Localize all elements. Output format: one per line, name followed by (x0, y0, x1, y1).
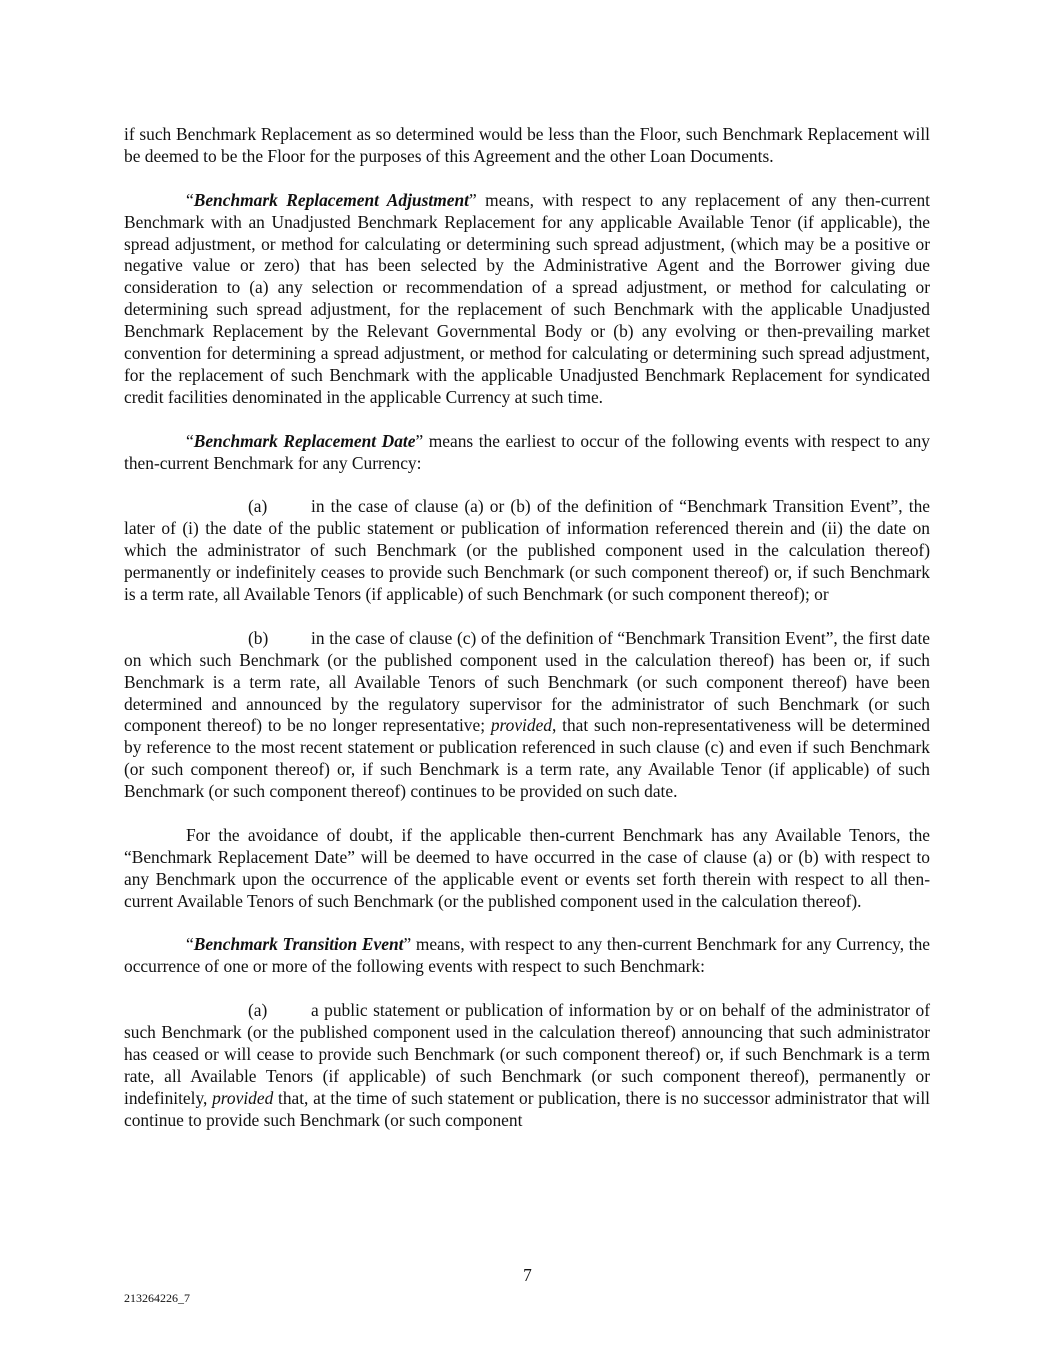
replacement-date-clause-b (124, 628, 930, 803)
clause-label: (a) (248, 496, 268, 517)
replacement-date-clause-a (124, 496, 930, 606)
definition-text: means, with respect to any replacement of any then-current Benchmark with an Unadjusted Benchmark Replacement for any applicable Available Tenor (if applicable), the spread adjustment, or method for calculating or determining such spread adjustment, (which may be a positive or negative value or zero) that has been selected by the Administrative Agent and the Borrower giving due consideration to (a) any selection or recommendation of a spread adjustment, or method for calculating or determining such spread adjustment, for the replacement of such Benchmark with the applicable Unadjusted Benchmark Replacement by the Relevant Governmental Body or (b) any evolving or then-prevailing market convention for determining a spread adjustment, or method for calculating or determining such spread adjustment, for the replacement of such Benchmark with the applicable Unadjusted Benchmark Replacement for syndicated credit facilities denominated in the applicable Currency at such time. (124, 189, 930, 407)
defined-term: Benchmark Transition Event (193, 934, 404, 955)
definition-text: means the earliest to occur of the following events with respect to any then-current Benchmark for any Currency: (124, 430, 931, 473)
open-quote: “ (186, 189, 194, 210)
open-quote: “ (186, 934, 194, 955)
clause-text-continued: that, at the time of such statement or publication, there is no successor administrator that will continue to provide such Benchmark (or such component (124, 1087, 930, 1130)
italic-provided: provided (490, 715, 553, 736)
clause-text: in the case of clause (a) or (b) of the definition of “Benchmark Transition Event”, the later of (i) the date of the public statement or publication of information referenced therein and (ii) the date on which the administrator of such Benchmark (or the published component used in the calculation thereof) permanently or indefinitely ceases to provide such Benchmark (or such component thereof) or, if such Benchmark is a term rate, all Available Tenors (if applicable) of such Benchmark (or such component thereof); or (124, 496, 930, 604)
defined-term: Benchmark Replacement Date (193, 430, 416, 451)
defined-term: Benchmark Replacement Adjustment (193, 189, 469, 210)
page-number: 7 (523, 1265, 532, 1285)
open-quote: “ (186, 430, 194, 451)
clause-text: in the case of clause (c) of the definition of “Benchmark Transition Event”, the first date on which such Benchmark (or the published component used in the calculation thereof) has been or, if such Benchmark is a term rate, all Available Tenors of such Benchmark (or such component thereof) have been determined and announced by the regulatory supervisor for the administrator of such Benchmark (or such component thereof) to be no longer representative; (124, 627, 930, 736)
definition-benchmark-replacement-adjustment (124, 190, 930, 409)
close-quote: ” (415, 430, 424, 451)
definition-text: means, with respect to any then-current Benchmark for any Currency, the occurrence of one or more of the following events with respect to such Benchmark: (124, 934, 931, 977)
close-quote: ” (468, 189, 477, 210)
clause-text: a public statement or publication of information by or on behalf of the administrator of such Benchmark (or the published component used in the calculation thereof) announcing that such administrator has ceased or will cease to provide such Benchmark (or such component thereof) or, if such Benchmark is a term rate, all Available Tenors (if applicable) of such Benchmark (or such component thereof), permanently or indefinitely, (124, 1000, 930, 1108)
document-body (124, 124, 930, 1153)
transition-event-clause-a (124, 1000, 930, 1131)
clause-label: (a) (248, 1000, 268, 1021)
definition-benchmark-replacement-date (124, 431, 930, 475)
paragraph-floor: if such Benchmark Replacement as so determined would be less than the Floor, such Benchmark Replacement will be deemed to be the Floor for the purposes of this Agreement and the other Loan Documents. (124, 124, 930, 166)
italic-provided: provided (212, 1087, 274, 1108)
clause-label: (b) (248, 627, 269, 648)
definition-benchmark-transition-event (124, 934, 930, 978)
paragraph-avoidance-of-doubt: For the avoidance of doubt, if the applicable then-current Benchmark has any Available Tenors, the “Benchmark Replacement Date” will be deemed to have occurred in the case of clause (a) or (b) with respect to any Benchmark upon the occurrence of the applicable event or events set forth therein with respect to all then-current Available Tenors of such Benchmark (or the published component used in the calculation thereof). (124, 824, 930, 911)
close-quote: ” (403, 934, 412, 955)
clause-text-continued: , that such non-representativeness will be determined by reference to the most recent statement or publication referenced in such clause (c) and even if such Benchmark (or such component thereof) or, if such Benchmark is a term rate, any Available Tenor (if applicable) of such Benchmark (or such component thereof) continues to be provided on such date. (124, 715, 930, 802)
document-id: 213264226_7 (124, 1291, 190, 1305)
